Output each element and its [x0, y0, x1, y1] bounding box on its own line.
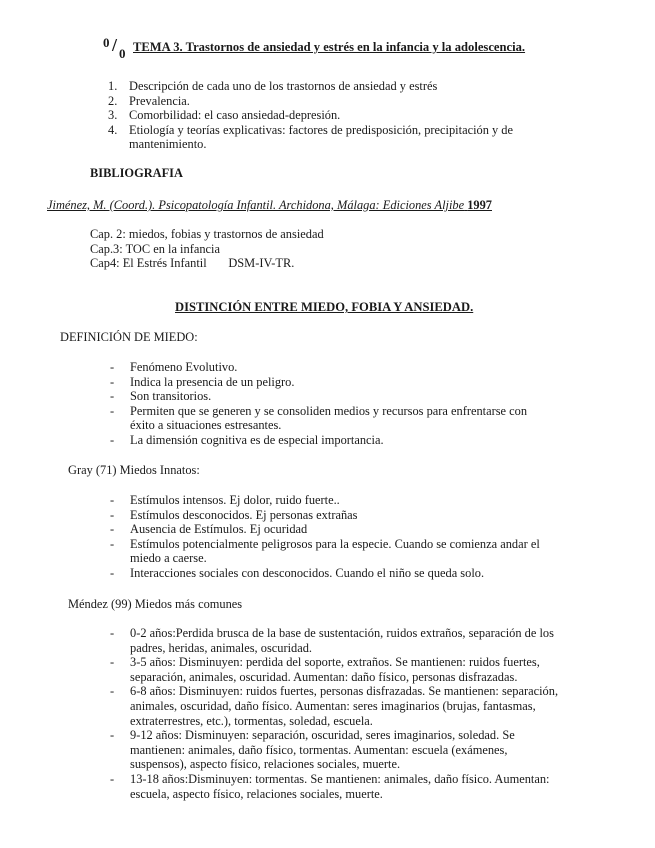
list-item-text: 9-12 años: Disminuyen: separación, oscuridad, seres imaginarios, soledad. Se mantienen: animales, daño físico, tormentas. Aumentan: escuela (exámenes, suspensos), aspecto físico, relaciones sociales, muerte. — [130, 728, 515, 772]
logo-mark — [103, 36, 133, 62]
chapter-list — [90, 227, 324, 271]
chapter-line: Cap. 2: miedos, fobias y trastornos de ansiedad — [90, 227, 324, 241]
chapter-line: Cap.3: TOC en la infancia — [90, 241, 220, 256]
list-item-text: 3-5 años: Disminuyen: perdida del soporte, extraños. Se mantienen: ruidos fuertes, separación, animales, oscuridad. Aumentan: daño físico, personas disfrazadas. — [130, 655, 540, 684]
section-title: DISTINCIÓN ENTRE MIEDO, FOBIA Y ANSIEDAD. — [175, 300, 474, 314]
list-item: - Indica la presencia de un peligro. — [110, 374, 295, 389]
page-title: TEMA 3. Trastornos de ansiedad y estrés en la infancia y la adolescencia. — [133, 40, 526, 54]
list-item-text: Permiten que se generen y se consoliden medios y recursos para enfrentarse con éxito a situaciones estresantes. — [130, 403, 528, 433]
list-number: 3. — [108, 108, 118, 123]
list-item — [108, 94, 538, 109]
bibliography-reference — [47, 198, 492, 213]
list-item: - Estímulos potencialmente peligrosos para la especie. Cuando se comienza andar el miedo a caerse. — [110, 536, 540, 566]
chapter-line: Cap4: El Estrés Infantil DSM-IV-TR. — [90, 256, 295, 271]
definition-heading: DEFINICIÓN DE MIEDO: — [60, 330, 198, 344]
list-item — [108, 79, 538, 94]
list-item-text: Prevalencia. — [129, 93, 190, 108]
list-item-text: Ausencia de Estímulos. Ej ocuridad — [130, 522, 308, 537]
list-item: - 0-2 años:Perdida brusca de la base de sustentación, ruidos extraños, separación de los padres, heridas, animales, oscuridad. — [110, 626, 554, 655]
reference-text: Jiménez, M. (Coord.). Psicopatología Infantil. Archidona, Málaga: Ediciones Aljibe — [47, 198, 465, 212]
list-item: - Estímulos intensos. Ej dolor, ruido fuerte.. — [110, 493, 340, 507]
reference-year: 1997 — [467, 198, 492, 212]
list-item: - 6-8 años: Disminuyen: ruidos fuertes, personas disfrazadas. Se mantienen: separación, animales, oscuridad, daño físico. Aumentan: seres imaginarios (brujas, fantasmas, extraterrestres, etc.), tormentas, soledad, escuela. — [110, 684, 559, 728]
list-item: - La dimensión cognitiva es de especial importancia. — [110, 432, 384, 447]
list-item-text: La dimensión cognitiva es de especial importancia. — [130, 432, 384, 447]
list-item — [108, 123, 538, 152]
list-item-text: Indica la presencia de un peligro. — [130, 374, 295, 389]
list-item-text: Descripción de cada uno de los trastornos de ansiedad y estrés — [129, 79, 438, 93]
list-item-text: 0-2 años:Perdida brusca de la base de sustentación, ruidos extraños, separación de los padres, heridas, animales, oscuridad. — [130, 626, 554, 655]
list-item-text: Interacciones sociales con desconocidos. Cuando el niño se queda solo. — [130, 565, 485, 580]
gray-list — [110, 493, 560, 581]
list-item-text: Estímulos potencialmente peligrosos para la especie. Cuando se comienza andar el miedo a caerse. — [130, 536, 540, 566]
logo-bottom-digit: 0 — [119, 46, 126, 61]
list-item — [108, 108, 538, 123]
list-item: - 9-12 años: Disminuyen: separación, oscuridad, seres imaginarios, soledad. Se mantienen: animales, daño físico, tormentas. Aumentan: escuela (exámenes, suspensos), aspecto físico, relaciones sociales, muerte. — [110, 728, 515, 772]
list-item-text: 13-18 años:Disminuyen: tormentas. Se mantienen: animales, daño físico. Aumentan: escuela, aspecto físico, relaciones sociales, muerte. — [130, 771, 550, 801]
list-item: - Estímulos desconocidos. Ej personas extrañas — [110, 507, 358, 522]
list-item: - Ausencia de Estímulos. Ej ocuridad — [110, 522, 308, 537]
list-item-text: Estímulos intensos. Ej dolor, ruido fuerte.. — [130, 493, 340, 507]
list-item-text: Estímulos desconocidos. Ej personas extrañas — [130, 507, 358, 522]
topics-list — [108, 79, 538, 152]
list-item: - Son transitorios. — [110, 389, 212, 404]
gray-heading: Gray (71) Miedos Innatos: — [68, 463, 200, 477]
list-item: - Fenómeno Evolutivo. — [110, 360, 238, 374]
list-item-text: Comorbilidad: el caso ansiedad-depresión. — [129, 108, 341, 123]
list-item-text: 6-8 años: Disminuyen: ruidos fuertes, personas disfrazadas. Se mantienen: separación, animales, oscuridad, daño físico. Aumentan: seres imaginarios (brujas, fantasmas, extraterrestres, etc.), tormentas, soledad, escuela. — [130, 684, 559, 728]
logo-slash: / — [112, 35, 118, 55]
list-item: - 13-18 años:Disminuyen: tormentas. Se mantienen: animales, daño físico. Aumentan: escuela, aspecto físico, relaciones sociales, muerte. — [110, 771, 550, 801]
bibliography-heading: BIBLIOGRAFIA — [90, 166, 183, 180]
mendez-list — [110, 626, 560, 801]
logo-top-digit: 0 — [103, 35, 109, 50]
definition-list — [110, 360, 550, 448]
list-number: 4. — [108, 122, 118, 137]
list-item: - Permiten que se generen y se consoliden medios y recursos para enfrentarse con éxito a situaciones estresantes. — [110, 403, 528, 433]
list-number: 1. — [108, 79, 118, 93]
list-number: 2. — [108, 93, 118, 108]
mendez-heading: Méndez (99) Miedos más comunes — [68, 597, 243, 611]
list-item-text: Fenómeno Evolutivo. — [130, 360, 238, 374]
list-item: - Interacciones sociales con desconocidos. Cuando el niño se queda solo. — [110, 565, 485, 580]
list-item-text: Etiología y teorías explicativas: factores de predisposición, precipitación y de mantenimiento. — [129, 122, 513, 152]
list-item-text: Son transitorios. — [130, 389, 212, 404]
list-item: - 3-5 años: Disminuyen: perdida del soporte, extraños. Se mantienen: ruidos fuertes, separación, animales, oscuridad. Aumentan: daño físico, personas disfrazadas. — [110, 655, 540, 684]
